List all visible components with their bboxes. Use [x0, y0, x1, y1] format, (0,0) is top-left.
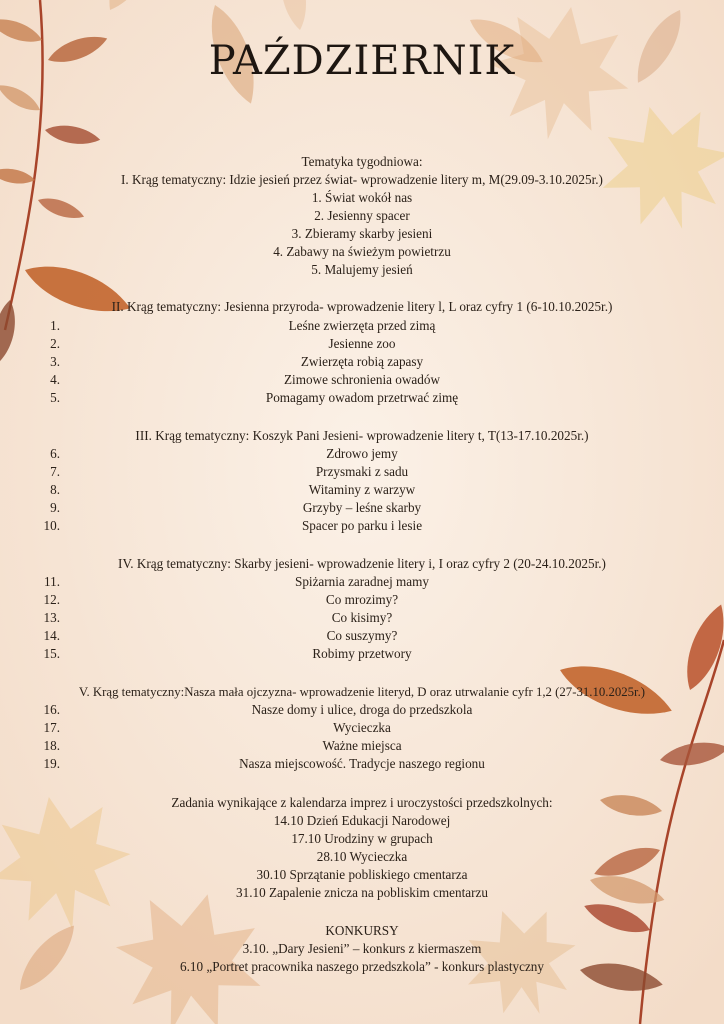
list-item: Przysmaki z sadu [315, 464, 409, 479]
list-item: Robimy przetwory [312, 646, 412, 661]
event-item: 31.10 Zapalenie znicza na pobliskim cmentarzu [236, 885, 488, 900]
list-item: 5. Malujemy jesień [311, 262, 413, 277]
list-item: 3. Zbieramy skarby jesieni [291, 226, 433, 241]
events-heading: Zadania wynikające z kalendarza imprez i uroczystości przedszkolnych: [171, 795, 553, 810]
list-item: Zimowe schronienia owadów [283, 372, 440, 387]
list-number: 14. [43, 628, 60, 643]
event-item: 28.10 Wycieczka [316, 849, 408, 864]
list-number: 3. [50, 354, 60, 369]
list-item: Nasza miejscowość. Tradycje naszego regionu [239, 756, 485, 771]
section-title: I. Krąg tematyczny: Idzie jesień przez świat- wprowadzenie litery m, M(29.09-3.10.2025r.) [121, 172, 603, 187]
list-number: 13. [43, 610, 60, 625]
list-item: Grzyby – leśne skarby [302, 500, 422, 515]
list-number: 15. [43, 646, 60, 661]
list-number: 6. [50, 446, 60, 461]
list-number: 10. [43, 518, 60, 533]
page-title: PAŹDZIERNIK [208, 38, 516, 84]
list-item: Leśne zwierzęta przed zimą [288, 318, 436, 333]
list-number: 8. [50, 482, 60, 497]
contest-item: 6.10 „Portret pracownika naszego przedszkola” - konkurs plastyczny [180, 959, 544, 974]
event-item: 14.10 Dzień Edukacji Narodowej [273, 813, 451, 828]
event-item: 17.10 Urodziny w grupach [291, 831, 433, 846]
list-number: 1. [50, 318, 60, 333]
section-title: III. Krąg tematyczny: Koszyk Pani Jesieni- wprowadzenie litery t, T(13-17.10.2025r.) [135, 428, 589, 443]
list-item: Spiżarnia zaradnej mamy [294, 574, 429, 589]
list-item: Co kisimy? [331, 610, 393, 625]
list-number: 5. [50, 390, 60, 405]
contests-heading: KONKURSY [325, 923, 399, 938]
section-title: V. Krąg tematyczny:Nasza mała ojczyzna- wprowadzenie literyd, D oraz utrwalanie cyfr 1,2 (27-31.10.2025r.) [78, 685, 646, 699]
list-item: Spacer po parku i lesie [301, 518, 423, 533]
section-title: IV. Krąg tematyczny: Skarby jesieni- wprowadzenie litery i, I oraz cyfry 2 (20-24.10.2025r.) [118, 556, 606, 571]
list-item: Zwierzęta robią zapasy [300, 354, 424, 369]
list-item: Wycieczka [333, 720, 391, 735]
section-title: II. Krąg tematyczny: Jesienna przyroda- wprowadzenie litery l, L oraz cyfry 1 (6-10.10.2025r.) [111, 299, 613, 314]
list-number: 16. [43, 702, 60, 717]
list-item: 2. Jesienny spacer [314, 208, 410, 223]
list-item: Zdrowo jemy [326, 446, 398, 461]
list-item: 1. Świat wokół nas [311, 190, 413, 205]
list-item: Jesienne zoo [328, 336, 396, 351]
list-item: Pomagamy owadom przetrwać zimę [265, 390, 459, 405]
list-number: 12. [43, 592, 60, 607]
list-item: Witaminy z warzyw [308, 482, 416, 497]
event-item: 30.10 Sprzątanie pobliskiego cmentarza [256, 867, 468, 882]
list-number: 18. [43, 738, 60, 753]
weekly-topics-heading: Tematyka tygodniowa: [301, 154, 423, 169]
list-item: Ważne miejsca [322, 738, 402, 753]
list-number: 17. [43, 720, 60, 735]
contest-item: 3.10. „Dary Jesieni” – konkurs z kiermaszem [242, 941, 482, 956]
list-number: 9. [50, 500, 60, 515]
list-item: Nasze domy i ulice, droga do przedszkola [251, 702, 473, 717]
list-number: 11. [44, 574, 60, 589]
list-item: Co mrozimy? [325, 592, 399, 607]
list-number: 7. [50, 464, 60, 479]
list-number: 2. [50, 336, 60, 351]
list-item: Co suszymy? [326, 628, 398, 643]
list-number: 19. [43, 756, 60, 771]
list-number: 4. [50, 372, 60, 387]
list-item: 4. Zabawy na świeżym powietrzu [273, 244, 451, 259]
